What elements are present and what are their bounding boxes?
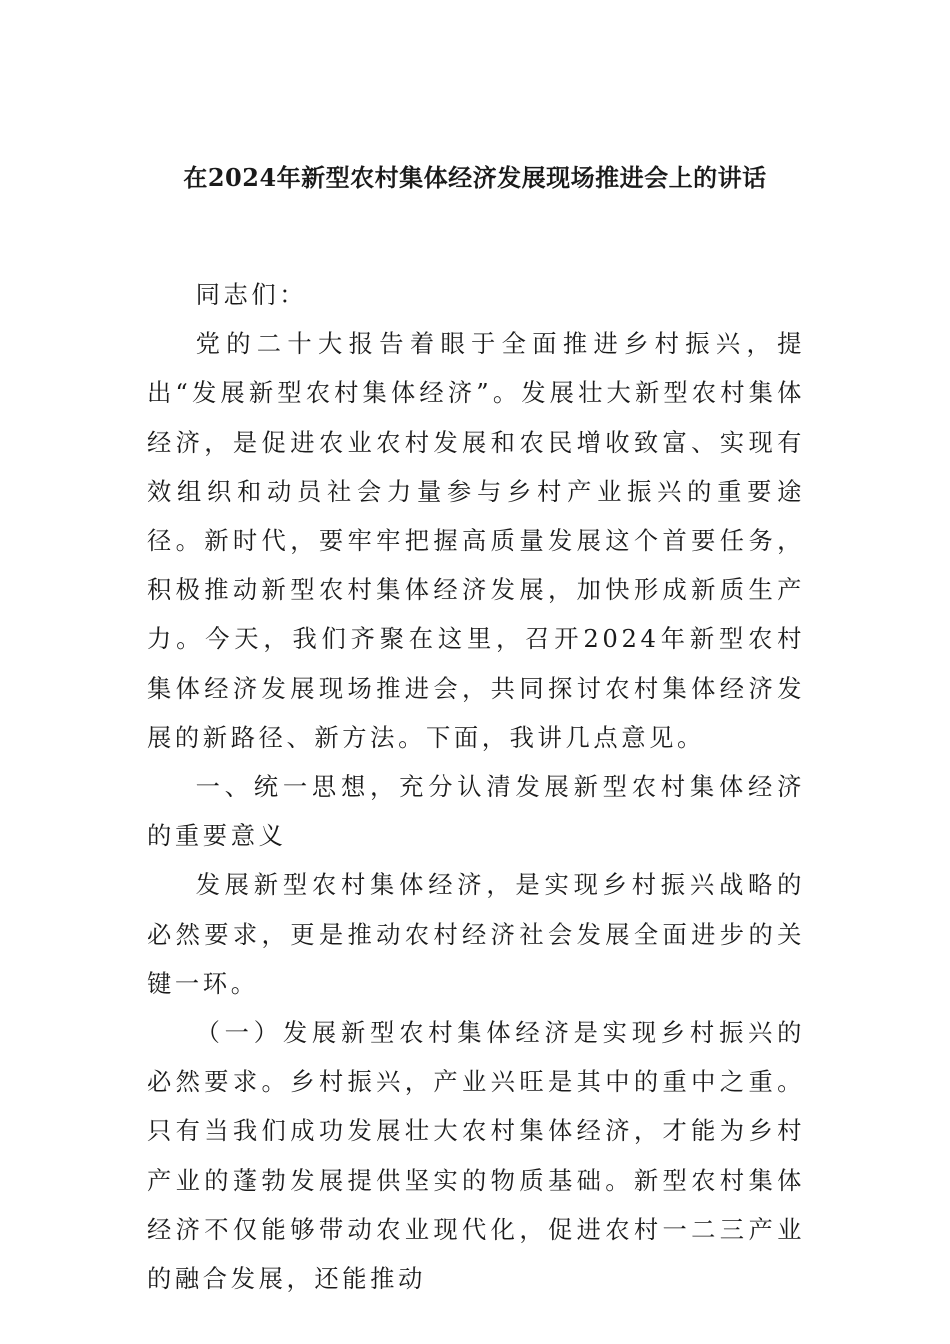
- document-body: [147, 270, 805, 1303]
- greeting: 同志们：: [195, 280, 308, 309]
- paragraph-subsection-1: （一）发展新型农村集体经济是实现乡村振兴的必然要求。乡村振兴，产业兴旺是其中的重中之重。只有当我们成功发展壮大农村集体经济，才能为乡村产业的蓬勃发展提供坚实的物质基础。新型农村集体经济不仅能够带动农业现代化，促进农村一二三产业的融合发展，还能推动: [147, 1018, 805, 1294]
- paragraph-section-1: 发展新型农村集体经济，是实现乡村振兴战略的必然要求，更是推动农村经济社会发展全面进步的关键一环。: [147, 870, 805, 998]
- paragraph-intro: 党的二十大报告着眼于全面推进乡村振兴，提出“发展新型农村集体经济”。发展壮大新型农村集体经济，是促进农业农村发展和农民增收致富、实现有效组织和动员社会力量参与乡村产业振兴的重要途径。新时代，要牢牢把握高质量发展这个首要任务，积极推动新型农村集体经济发展，加快形成新质生产力。今天，我们齐聚在这里，召开2024年新型农村集体经济发展现场推进会，共同探讨农村集体经济发展的新路径、新方法。下面，我讲几点意见。: [147, 329, 805, 752]
- document-title: 在2024年新型农村集体经济发展现场推进会上的讲话: [183, 163, 767, 192]
- section-heading-1: 一、统一思想，充分认清发展新型农村集体经济的重要意义: [147, 772, 805, 851]
